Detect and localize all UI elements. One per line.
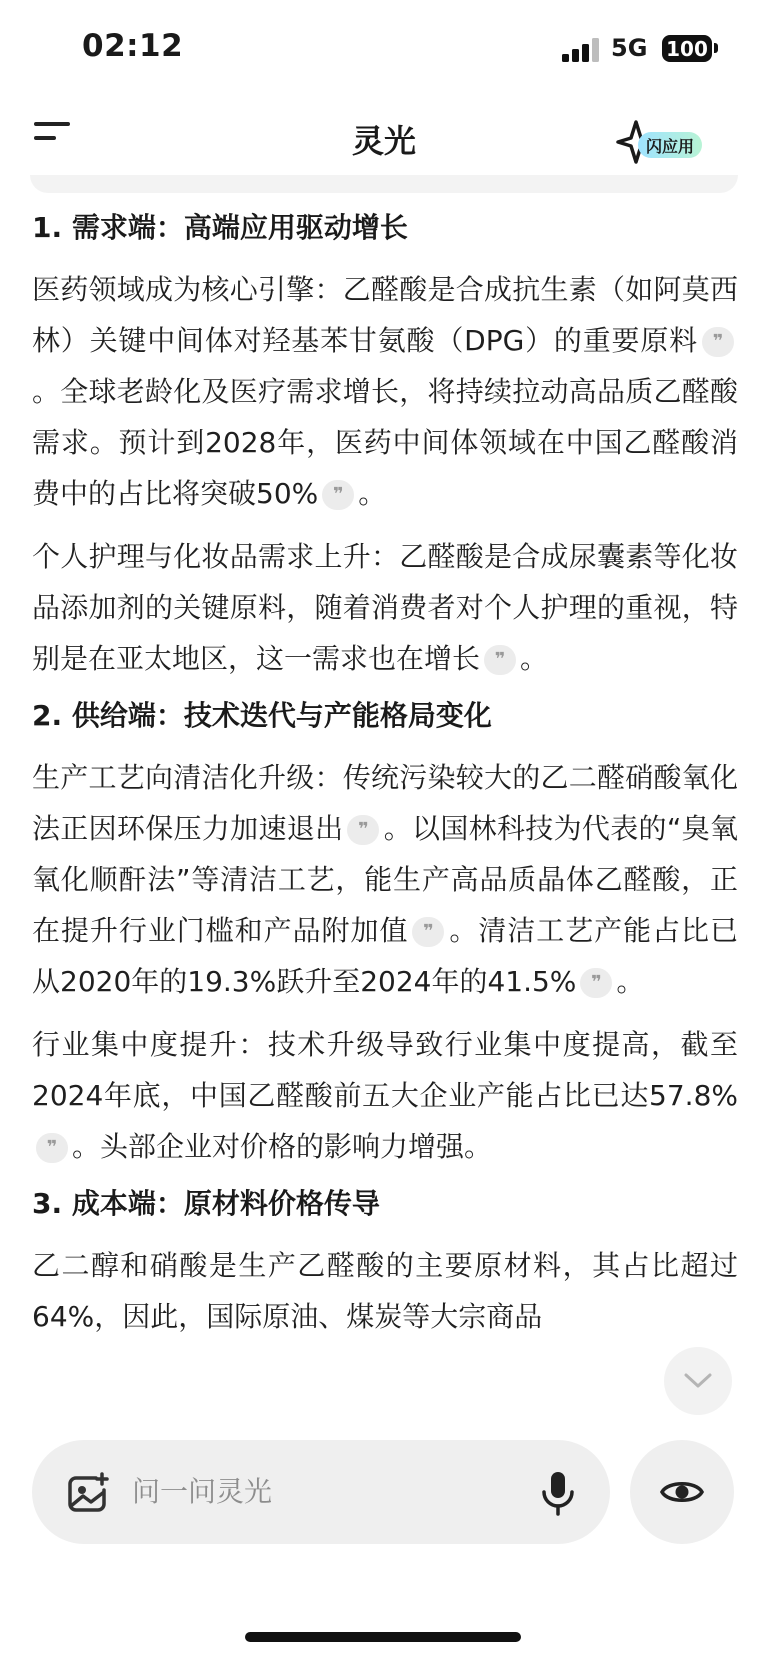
citation-icon[interactable]: ❞	[347, 815, 379, 845]
battery-tip	[714, 43, 718, 53]
citation-icon[interactable]: ❞	[322, 480, 354, 510]
status-bar	[0, 0, 768, 100]
network-label: 5G	[611, 34, 648, 62]
paragraph: 医药领域成为核心引擎：乙醛酸是合成抗生素（如阿莫西林）关键中间体对羟基苯甘氨酸（DPG）的重要原料 ❞。全球老龄化及医疗需求增长，将持续拉动高品质乙醛酸需求。预计到2028年，医药中间体领域在中国乙醛酸消费中的占比将突破50% ❞ 。	[32, 273, 738, 510]
chevron-down-icon	[683, 1372, 713, 1390]
page-title: 灵光	[351, 122, 416, 160]
section-heading: 3. 成本端：原材料价格传导	[32, 1187, 380, 1220]
section-heading: 2. 供给端：技术迭代与产能格局变化	[32, 699, 492, 732]
paragraph: 乙二醇和硝酸是生产乙醛酸的主要原材料，其占比超过64%，因此，国际原油、煤炭等大宗商品	[32, 1249, 738, 1333]
paragraph: 生产工艺向清洁化升级：传统污染较大的乙二醛硝酸氧化法正因环保压力加速退出 ❞ 。以国林科技为代表的“臭氧氧化顺酐法”等清洁工艺，能生产高品质晶体乙醛酸，正在提升行业门槛和产品附加值 ❞ 。清洁工艺产能占比已从2020年的19.3%跃升至2024年的41.5% ❞ 。	[32, 761, 738, 998]
section-2	[32, 696, 738, 1172]
paragraph: 个人护理与化妆品需求上升：乙醛酸是合成尿囊素等化妆品添加剂的关键原料，随着消费者对个人护理的重视，特别是在亚太地区，这一需求也在增长 ❞ 。	[32, 540, 738, 675]
paragraph: 行业集中度提升：技术升级导致行业集中度提高，截至2024年底，中国乙醛酸前五大企业产能占比已达57.8%❞ 。头部企业对价格的影响力增强。	[32, 1028, 738, 1163]
flash-app-button[interactable]	[646, 114, 746, 162]
citation-icon[interactable]: ❞	[484, 645, 516, 675]
answer-content	[32, 200, 738, 1440]
app-header	[0, 100, 768, 180]
citation-icon[interactable]: ❞	[580, 968, 612, 998]
section-3	[32, 1184, 738, 1342]
home-indicator[interactable]	[245, 1632, 521, 1642]
scroll-down-button[interactable]	[664, 1347, 732, 1415]
previous-card-edge	[30, 175, 738, 193]
vision-button[interactable]	[630, 1440, 734, 1544]
image-add-icon[interactable]	[66, 1472, 110, 1514]
microphone-icon[interactable]	[540, 1470, 576, 1516]
chat-input-bar[interactable]	[32, 1440, 610, 1544]
status-time: 02:12	[82, 28, 184, 64]
battery-indicator: 100	[662, 35, 712, 62]
citation-icon[interactable]: ❞	[702, 327, 734, 357]
eye-icon	[660, 1476, 704, 1508]
flash-app-label: 闪应用	[638, 132, 702, 158]
signal-icon	[562, 38, 602, 62]
citation-icon[interactable]: ❞	[412, 917, 444, 947]
chat-input[interactable]: 问一问灵光	[132, 1475, 273, 1508]
section-1	[32, 208, 738, 684]
citation-icon[interactable]: ❞	[36, 1133, 68, 1163]
section-heading: 1. 需求端：高端应用驱动增长	[32, 211, 408, 244]
